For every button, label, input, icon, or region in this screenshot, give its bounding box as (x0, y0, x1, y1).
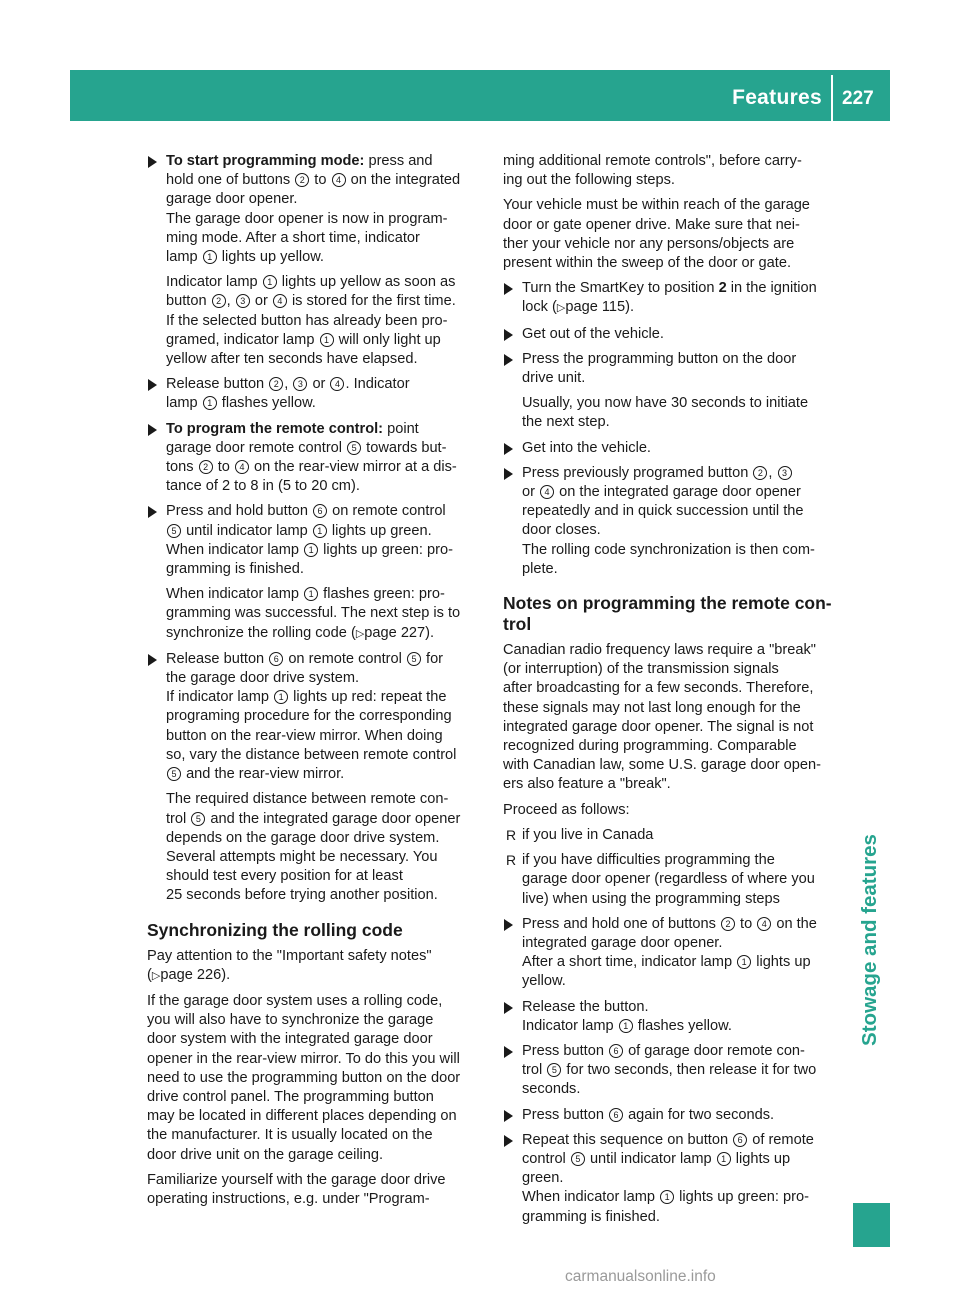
list-item (503, 851, 839, 909)
text: button (166, 293, 207, 310)
text: recognized during programming. Comparable (503, 738, 797, 755)
text: door system with the integrated garage door (147, 1031, 433, 1048)
text: If the selected button has already been pro- (166, 312, 448, 329)
section-heading: Synchronizing the rolling code (147, 919, 403, 940)
text: for (426, 650, 444, 667)
text: until indicator lamp (186, 522, 308, 539)
text: operating instructions, e.g. under "Program- (147, 1190, 430, 1207)
text: Turn the SmartKey to position (522, 280, 715, 297)
text: gramming is finished. (166, 561, 304, 578)
text: After a short time, indicator lamp (522, 954, 733, 971)
chapter-label: Stowage and features (858, 834, 881, 1046)
text: lock ( (522, 299, 557, 316)
step-arrow-icon (148, 156, 157, 168)
text: for two seconds, then release it for two (566, 1062, 817, 1079)
page-ref-icon: ▷ (556, 302, 566, 315)
text: you will also have to synchronize the garage (147, 1012, 434, 1029)
paragraph (503, 641, 839, 795)
text: lights up green. (331, 522, 432, 539)
callout-icon: 1 (304, 587, 318, 601)
step (147, 420, 482, 497)
text: ther your vehicle nor any persons/objects are (503, 235, 795, 252)
step-lead: To program the remote control: (166, 420, 384, 437)
text: drive unit. (522, 370, 586, 387)
step (503, 1131, 839, 1227)
step (503, 1106, 839, 1125)
text: towards but- (366, 439, 447, 456)
text: The rolling code synchronization is then com- (522, 541, 815, 558)
paragraph (503, 152, 839, 190)
page-ref-link[interactable]: page 115). (565, 299, 635, 316)
callout-icon: 1 (274, 690, 288, 704)
text: the manufacturer. It is usually located on the (147, 1127, 433, 1144)
step-arrow-icon (148, 654, 157, 666)
step (503, 464, 839, 579)
text: these signals may not last long enough for the (503, 699, 801, 716)
paragraph (147, 947, 482, 986)
callout-icon: 4 (540, 485, 554, 499)
text: green. (522, 1170, 564, 1187)
step (147, 152, 482, 369)
text: , (226, 293, 231, 310)
step (503, 915, 839, 992)
text: on remote control (332, 503, 446, 520)
paragraph (166, 502, 482, 579)
text: opener in the rear-view mirror. To do this you will (147, 1050, 460, 1067)
text: flashes green: pro- (323, 586, 445, 603)
paragraph (166, 152, 482, 267)
text: ing out the following steps. (503, 172, 675, 189)
callout-icon: 3 (778, 466, 792, 480)
text: When indicator lamp (166, 586, 300, 603)
text: door closes. (522, 522, 601, 539)
text: lights up yellow as soon as (281, 274, 456, 291)
text: gramed, indicator lamp (166, 331, 315, 348)
paragraph (522, 350, 839, 388)
text: present within the sweep of the door or gate. (503, 255, 791, 272)
text: yellow. (522, 973, 566, 990)
text: Get out of the vehicle. (522, 325, 664, 342)
text: on the integrated garage door opener (559, 484, 801, 501)
text: seconds. (522, 1081, 581, 1098)
callout-icon: 6 (313, 504, 327, 518)
text: again for two seconds. (628, 1106, 775, 1123)
text: plete. (522, 560, 558, 577)
text: of garage door remote con- (628, 1042, 805, 1059)
step (503, 998, 839, 1036)
text: gramming is finished. (522, 1208, 660, 1225)
text: lights up (756, 954, 811, 971)
text: Release button (166, 650, 265, 667)
step-arrow-icon (148, 506, 157, 518)
text: Press button (522, 1106, 604, 1123)
text: may be located in different places depending on (147, 1108, 457, 1125)
text: control (522, 1150, 566, 1167)
text: need to use the programming button on the door (147, 1069, 461, 1086)
text: flashes yellow. (221, 395, 316, 412)
text: The required distance between remote con- (166, 791, 449, 808)
text: hold one of buttons (166, 172, 291, 189)
text: and the integrated garage door opener (210, 810, 461, 827)
paragraph (503, 196, 839, 273)
text: in the ignition (730, 280, 817, 297)
text: of remote (752, 1131, 814, 1148)
text: tance of 2 to 8 in (5 to 20 cm). (166, 478, 360, 495)
text: door or gate opener drive. Make sure that nei- (503, 216, 800, 233)
left-column (147, 152, 482, 1215)
text: to (740, 915, 753, 932)
step-arrow-icon (504, 1046, 513, 1058)
text: Press previously programed button (522, 464, 749, 481)
callout-icon: 1 (660, 1190, 674, 1204)
watermark: carmanualsonline.info (565, 1268, 716, 1285)
section-title: Features (732, 86, 822, 109)
text: If indicator lamp (166, 689, 270, 706)
text: (or interruption) of the transmission signals (503, 661, 779, 678)
callout-icon: 2 (269, 377, 283, 391)
step-arrow-icon (504, 354, 513, 366)
callout-icon: 5 (547, 1063, 561, 1077)
callout-icon: 5 (347, 441, 361, 455)
callout-icon: 6 (609, 1108, 623, 1122)
text: trol (166, 810, 187, 827)
callout-icon: 1 (313, 524, 327, 538)
callout-icon: 5 (167, 767, 181, 781)
text: or (254, 293, 268, 310)
callout-icon: 4 (273, 294, 287, 308)
step-arrow-icon (504, 1110, 513, 1122)
callout-icon: 3 (236, 294, 250, 308)
text: integrated garage door opener. The signal is not (503, 718, 814, 735)
step (147, 502, 482, 643)
text: live) when using the programming steps (522, 890, 780, 907)
text: depends on the garage door drive system. (166, 829, 440, 846)
text: will only light up (338, 331, 441, 348)
text: lights up green: pro- (679, 1189, 809, 1206)
text: Repeat this sequence on button (522, 1131, 729, 1148)
text: ming additional remote controls", before carry- (503, 153, 802, 169)
text: lights up red: repeat the (293, 689, 447, 706)
step (503, 325, 839, 344)
text: flashes yellow. (637, 1017, 732, 1034)
step-arrow-icon (504, 283, 513, 295)
text: press and (368, 153, 433, 169)
key-position: 2 (718, 280, 727, 297)
text: trol (522, 1062, 543, 1079)
text: . Indicator (345, 376, 410, 393)
text: ming mode. After a short time, indicator (166, 229, 420, 246)
callout-icon: 5 (571, 1152, 585, 1166)
bullet-icon: R (506, 826, 517, 843)
right-column (503, 152, 839, 1233)
callout-icon: 4 (235, 460, 249, 474)
text: and the rear-view mirror. (186, 766, 345, 783)
chapter-marker (853, 1203, 890, 1247)
step-arrow-icon (504, 443, 513, 455)
step-arrow-icon (148, 379, 157, 391)
callout-icon: 1 (263, 275, 277, 289)
text: garage door opener (regardless of where you (522, 871, 815, 888)
callout-icon: 1 (203, 396, 217, 410)
paragraph: Proceed as follows: (503, 801, 630, 818)
step (147, 375, 482, 413)
page-ref-icon: ▷ (151, 969, 161, 982)
page-number: 227 (842, 88, 874, 109)
text: after broadcasting for a few seconds. Therefore, (503, 680, 814, 697)
text: Your vehicle must be within reach of the garage (503, 197, 810, 214)
callout-icon: 6 (269, 652, 283, 666)
text: button on the rear-view mirror. When doing (166, 727, 443, 744)
text: If the garage door system uses a rolling code, (147, 992, 443, 1009)
paragraph (522, 394, 839, 432)
paragraph (147, 992, 482, 1165)
callout-icon: 4 (757, 917, 771, 931)
text: Release button (166, 376, 265, 393)
text: Press button (522, 1042, 604, 1059)
text: or (312, 376, 326, 393)
text: with Canadian law, some U.S. garage door open- (503, 757, 822, 774)
text: on the integrated (350, 172, 461, 189)
header-divider (831, 75, 833, 121)
text: or (522, 484, 535, 501)
text: Press and hold one of buttons (522, 915, 716, 932)
text: so, vary the distance between remote control (166, 746, 457, 763)
text: lights up green: pro- (323, 541, 453, 558)
step (503, 279, 839, 318)
text: , (284, 376, 289, 393)
text: on the rear-view mirror at a dis- (254, 459, 457, 476)
text: is stored for the first time. (291, 293, 456, 310)
page-ref-link[interactable]: page 227). (364, 624, 435, 641)
text: Familiarize yourself with the garage door drive (147, 1171, 446, 1188)
callout-icon: 6 (609, 1044, 623, 1058)
text: yellow after ten seconds have elapsed. (166, 351, 418, 368)
page-ref-icon: ▷ (355, 627, 365, 640)
callout-icon: 5 (167, 524, 181, 538)
step-arrow-icon (504, 329, 513, 341)
text: Pay attention to the "Important safety notes" (147, 947, 432, 964)
callout-icon: 1 (717, 1152, 731, 1166)
step-arrow-icon (148, 424, 157, 436)
text: on remote control (288, 650, 402, 667)
paragraph (166, 273, 482, 369)
side-tab (851, 121, 890, 1250)
step-lead: To start programming mode: (166, 153, 365, 169)
step (147, 650, 482, 906)
text: to (217, 459, 230, 476)
text: repeatedly and in quick succession until the (522, 503, 804, 520)
text: garage door remote control (166, 439, 343, 456)
text: to (314, 172, 327, 189)
text: 25 seconds before trying another position. (166, 887, 438, 904)
callout-icon: 5 (407, 652, 421, 666)
text: the next step. (522, 414, 610, 431)
callout-icon: 6 (733, 1133, 747, 1147)
callout-icon: 4 (330, 377, 344, 391)
step (503, 350, 839, 433)
paragraph (166, 650, 482, 784)
text: door drive unit on the garage ceiling. (147, 1146, 384, 1163)
text: Indicator lamp (522, 1017, 614, 1034)
callout-icon: 3 (293, 377, 307, 391)
text: integrated garage door opener. (522, 934, 723, 951)
page-ref-link[interactable]: page 226). (160, 966, 231, 983)
callout-icon: 2 (753, 466, 767, 480)
section-heading (503, 593, 839, 635)
text: When indicator lamp (522, 1189, 656, 1206)
text: When indicator lamp (166, 541, 300, 558)
text: if you live in Canada (522, 826, 654, 843)
step (503, 1042, 839, 1100)
callout-icon: 1 (737, 955, 751, 969)
callout-icon: 1 (203, 250, 217, 264)
step-arrow-icon (504, 1002, 513, 1014)
text: lamp (166, 395, 198, 412)
text: lights up (735, 1150, 791, 1167)
text: trol (503, 614, 532, 635)
step-arrow-icon (504, 919, 513, 931)
text: point (387, 420, 419, 437)
text: Press the programming button on the door (522, 350, 797, 367)
text: garage door opener. (166, 191, 298, 208)
text: Get into the vehicle. (522, 439, 651, 456)
callout-icon: 4 (332, 173, 346, 187)
text: Release the button. (522, 998, 649, 1015)
text: Several attempts might be necessary. You (166, 848, 438, 865)
step-arrow-icon (504, 1135, 513, 1147)
text: should test every position for at least (166, 868, 403, 885)
text: Indicator lamp (166, 274, 258, 291)
callout-icon: 5 (191, 812, 205, 826)
text: , (768, 464, 773, 481)
text: programing procedure for the corresponding (166, 708, 452, 725)
text: ( (147, 966, 152, 983)
callout-icon: 2 (295, 173, 309, 187)
callout-icon: 2 (199, 460, 213, 474)
text: Press and hold button (166, 503, 308, 520)
text: if you have difficulties programming the (522, 852, 775, 869)
text: synchronize the rolling code ( (166, 624, 356, 641)
text: on the (776, 915, 817, 932)
paragraph (166, 790, 482, 905)
step (503, 439, 839, 458)
text: Canadian radio frequency laws require a "break" (503, 642, 816, 659)
text: lights up yellow. (221, 249, 324, 266)
text: gramming was successful. The next step is to (166, 605, 461, 622)
paragraph (147, 1171, 482, 1209)
callout-icon: 1 (304, 543, 318, 557)
text: until indicator lamp (589, 1150, 712, 1167)
callout-icon: 1 (619, 1019, 633, 1033)
callout-icon: 2 (721, 917, 735, 931)
bullet-icon: R (506, 852, 517, 869)
text: Notes on programming the remote con- (503, 593, 832, 614)
text: drive control panel. The programming button (147, 1088, 434, 1105)
paragraph (166, 585, 482, 644)
text: tons (166, 459, 194, 476)
callout-icon: 2 (212, 294, 226, 308)
text: the garage door drive system. (166, 670, 360, 687)
list-item (503, 826, 839, 845)
text: ers also feature a "break". (503, 776, 671, 793)
text: Usually, you now have 30 seconds to initiate (522, 395, 809, 412)
text: lamp (166, 249, 198, 266)
callout-icon: 1 (320, 333, 334, 347)
step-arrow-icon (504, 468, 513, 480)
text: The garage door opener is now in program- (166, 210, 448, 227)
